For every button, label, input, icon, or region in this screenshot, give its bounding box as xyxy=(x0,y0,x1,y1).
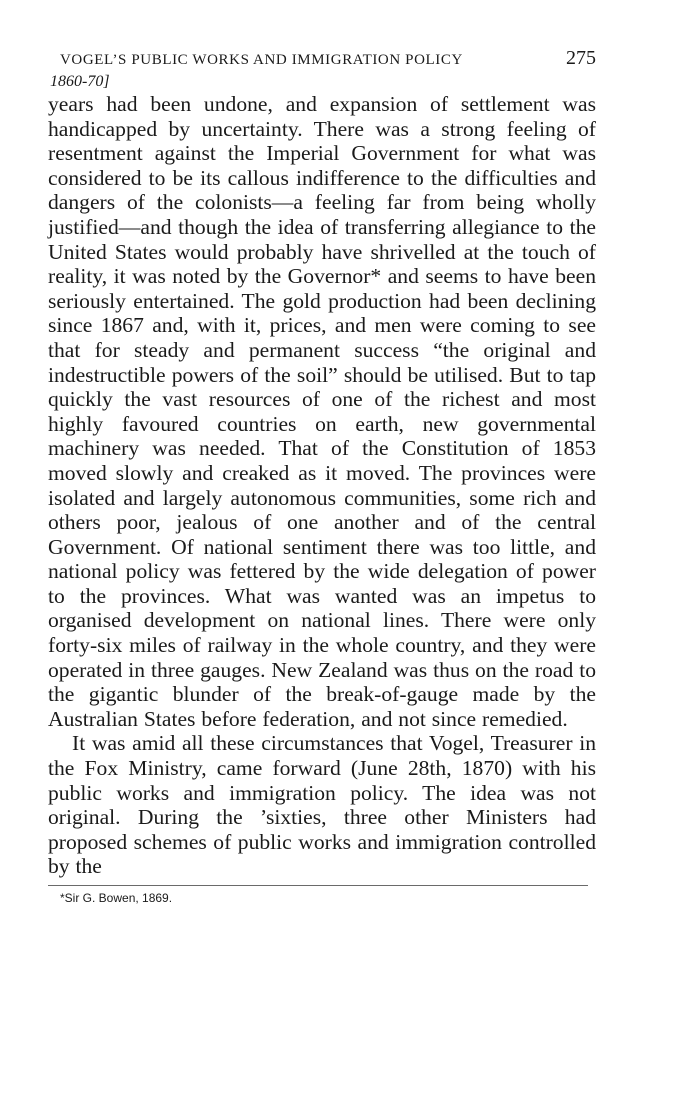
date-reference: 1860-70] xyxy=(50,73,110,90)
paragraph-continued: years had been undone, and expansion of settlement was handicapped by uncertainty. There was a strong feeling of resentment against the Imperial Government for what was considered to be its callous indifference to the difficulties and dangers of the colonists—a feeling far from being wholly justified—and though the idea of transferring allegiance to the United States would probably have shrivelled at the touch of reality, it was noted by the Governor* and seems to have been seriously entertained. The gold production had been declining since 1867 and, with it, prices, and men were coming to see that for steady and permanent success “the original and indestructible powers of the soil” should be utilised. But to tap quickly the vast resources of one of the richest and most highly favoured countries on earth, new governmental machinery was needed. That of the Constitution of 1853 moved slowly and creaked as it moved. The provinces were isolated and largely autonomous communities, some rich and others poor, jealous of one another and of the central Government. Of national sentiment there was too little, and national policy was fettered by the wide delegation of power to the provinces. What was wanted was an impetus to organised development on national lines. There were only forty-six miles of railway in the whole country, and they were operated in three gauges. New Zealand was thus on the road to the gigantic blunder of the break-of-gauge made by the Australian States before federation, and not since remedied. xyxy=(48,92,596,731)
page-number: 275 xyxy=(566,47,596,69)
footnote-rule xyxy=(48,885,588,886)
paragraph-vogel: It was amid all these circumstances that Vogel, Treasurer in the Fox Ministry, came forward (June 28th, 1870) with his public works and immigration policy. The idea was not original. During the ’sixties, three other Ministers had proposed schemes of public works and immigration controlled by the xyxy=(48,731,596,879)
book-page xyxy=(48,48,596,906)
footnote: *Sir G. Bowen, 1869. xyxy=(60,891,173,905)
running-title: VOGEL’S PUBLIC WORKS AND IMMIGRATION POLICY xyxy=(60,52,463,68)
running-head xyxy=(48,48,596,72)
